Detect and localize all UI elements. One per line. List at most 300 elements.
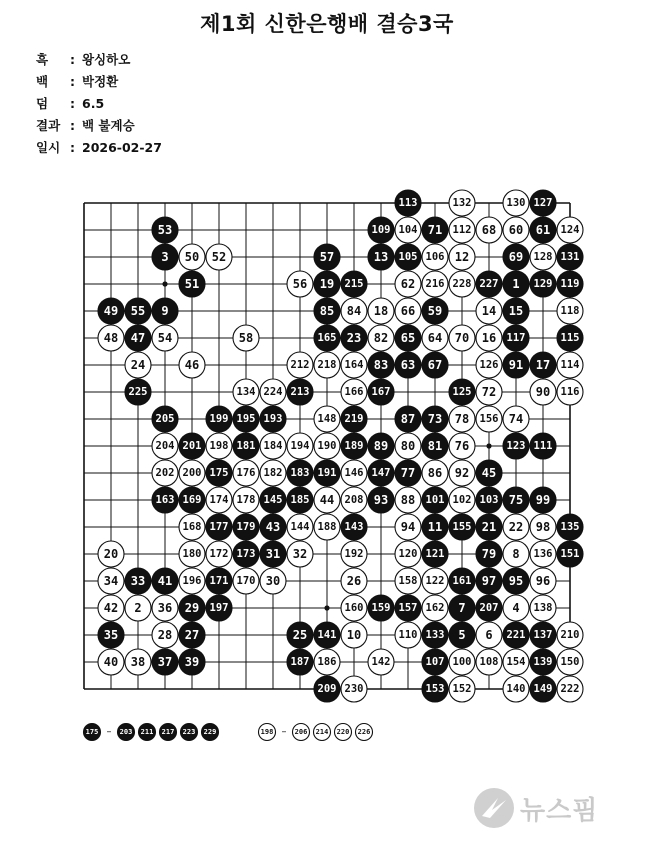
move-number: 82 <box>373 331 389 345</box>
stone-move <box>314 298 340 324</box>
stone-move <box>476 541 502 567</box>
move-number: 40 <box>103 655 119 669</box>
stone-move <box>557 379 583 405</box>
stone-move <box>395 271 421 297</box>
move-number: 156 <box>479 413 499 425</box>
move-number: 103 <box>479 494 499 506</box>
move-number: 112 <box>452 224 472 236</box>
stone-move <box>530 568 556 594</box>
stone-move <box>233 433 259 459</box>
stone-move <box>260 379 286 405</box>
stone-move <box>503 352 529 378</box>
stone-move <box>530 514 556 540</box>
move-number: 61 <box>535 223 551 237</box>
move-number: 81 <box>427 439 443 453</box>
stone-move <box>314 487 340 513</box>
move-number: 20 <box>103 547 119 561</box>
legend-dash: – <box>106 726 112 738</box>
move-number: 50 <box>184 250 200 264</box>
stone-move <box>557 514 583 540</box>
move-number: 73 <box>427 412 443 426</box>
stone-move <box>476 568 502 594</box>
stone-move <box>395 325 421 351</box>
stone-move <box>98 568 124 594</box>
move-number: 125 <box>452 386 472 398</box>
move-number: 185 <box>290 494 310 506</box>
stone-move <box>395 514 421 540</box>
stone-move <box>476 595 502 621</box>
stone-move <box>395 568 421 594</box>
move-number: 54 <box>157 331 173 345</box>
move-number: 222 <box>560 683 580 695</box>
stone-move <box>152 487 178 513</box>
stone-move <box>206 541 232 567</box>
move-number: 93 <box>373 493 389 507</box>
move-number: 182 <box>263 467 283 479</box>
move-number: 226 <box>357 728 371 736</box>
page-title: 제1회 신한은행배 결승3국 <box>200 12 454 36</box>
stone-move <box>314 622 340 648</box>
move-number: 175 <box>209 467 229 479</box>
move-number: 197 <box>209 602 229 614</box>
stone-move <box>98 622 124 648</box>
stone-move <box>287 487 313 513</box>
stone-move <box>125 352 151 378</box>
stone-move <box>503 406 529 432</box>
stone-move <box>233 379 259 405</box>
move-number: 214 <box>315 728 329 736</box>
stone-move <box>449 190 475 216</box>
stone-move <box>395 433 421 459</box>
move-number: 223 <box>182 728 196 736</box>
stone-move <box>449 433 475 459</box>
stone-move <box>395 595 421 621</box>
move-number: 16 <box>481 331 497 345</box>
move-number: 183 <box>290 467 310 479</box>
stone-move <box>152 406 178 432</box>
move-number: 43 <box>265 520 281 534</box>
stone-move <box>395 298 421 324</box>
stone-move <box>503 595 529 621</box>
stone-move <box>314 244 340 270</box>
move-number: 111 <box>533 440 553 452</box>
move-number: 119 <box>560 278 580 290</box>
move-number: 42 <box>103 601 119 615</box>
move-number: 124 <box>560 224 580 236</box>
stone-move <box>314 325 340 351</box>
stone-move <box>287 433 313 459</box>
newspim-logo-icon <box>472 786 516 830</box>
stone-move <box>557 352 583 378</box>
move-number: 114 <box>560 359 580 371</box>
stone-move <box>152 460 178 486</box>
move-number: 66 <box>400 304 416 318</box>
stone-move <box>125 568 151 594</box>
stone-move <box>503 217 529 243</box>
move-number: 90 <box>535 385 551 399</box>
move-number: 206 <box>294 728 308 736</box>
stone-move <box>395 190 421 216</box>
stone-move <box>395 541 421 567</box>
move-number: 115 <box>560 332 580 344</box>
move-number: 34 <box>103 574 119 588</box>
move-number: 169 <box>182 494 202 506</box>
stone-move <box>206 487 232 513</box>
stone-move <box>179 433 205 459</box>
move-number: 172 <box>209 548 229 560</box>
move-number: 127 <box>533 197 553 209</box>
legend-stone <box>181 724 198 741</box>
stone-move <box>422 568 448 594</box>
stone-move <box>152 244 178 270</box>
stone-move <box>530 595 556 621</box>
move-number: 92 <box>454 466 470 480</box>
move-number: 31 <box>265 547 281 561</box>
stone-move <box>260 433 286 459</box>
move-number: 2 <box>134 601 142 615</box>
move-number: 23 <box>346 331 362 345</box>
stone-move <box>260 460 286 486</box>
stone-move <box>341 676 367 702</box>
stone-move <box>152 595 178 621</box>
move-number: 227 <box>479 278 499 290</box>
stone-move <box>287 514 313 540</box>
stone-move <box>287 352 313 378</box>
stone-move <box>530 649 556 675</box>
stone-move <box>287 649 313 675</box>
move-number: 176 <box>236 467 256 479</box>
move-number: 98 <box>535 520 551 534</box>
move-number: 24 <box>130 358 146 372</box>
move-number: 149 <box>533 683 553 695</box>
stone-move <box>476 514 502 540</box>
stone-move <box>179 514 205 540</box>
legend-stone <box>356 724 373 741</box>
stone-move <box>422 460 448 486</box>
stone-move <box>368 325 394 351</box>
stone-move <box>503 271 529 297</box>
stone-move <box>179 487 205 513</box>
move-number: 131 <box>560 251 580 263</box>
stone-move <box>395 460 421 486</box>
legend-stone <box>160 724 177 741</box>
move-number: 188 <box>317 521 337 533</box>
stone-move <box>422 595 448 621</box>
move-number: 123 <box>506 440 526 452</box>
move-number: 153 <box>425 683 445 695</box>
stone-move <box>260 487 286 513</box>
star-point <box>324 605 329 610</box>
move-number: 101 <box>425 494 445 506</box>
stone-move <box>233 325 259 351</box>
stone-move <box>233 487 259 513</box>
stone-move <box>530 352 556 378</box>
move-number: 145 <box>263 494 283 506</box>
stone-move <box>125 325 151 351</box>
stone-move <box>503 622 529 648</box>
move-number: 51 <box>184 277 200 291</box>
legend-stone <box>118 724 135 741</box>
stone-move <box>476 298 502 324</box>
stones <box>98 190 583 702</box>
move-number: 76 <box>454 439 470 453</box>
stone-move <box>449 649 475 675</box>
stone-move <box>530 541 556 567</box>
stone-move <box>503 325 529 351</box>
stone-move <box>368 649 394 675</box>
move-number: 107 <box>425 656 445 668</box>
stone-move <box>557 271 583 297</box>
stone-move <box>530 271 556 297</box>
move-number: 117 <box>506 332 526 344</box>
stone-move <box>179 649 205 675</box>
stone-move <box>476 217 502 243</box>
move-number: 106 <box>425 251 445 263</box>
stone-move <box>530 487 556 513</box>
move-number: 207 <box>479 602 499 614</box>
stone-move <box>368 244 394 270</box>
stone-move <box>260 568 286 594</box>
legend-stone <box>293 724 310 741</box>
move-number: 85 <box>319 304 335 318</box>
stone-move <box>125 595 151 621</box>
stone-move <box>449 244 475 270</box>
stone-move <box>368 433 394 459</box>
stone-move <box>125 298 151 324</box>
move-number: 165 <box>317 332 337 344</box>
stone-move <box>152 298 178 324</box>
move-number: 228 <box>452 278 472 290</box>
move-number: 32 <box>292 547 308 561</box>
move-number: 79 <box>481 547 497 561</box>
stone-move <box>422 487 448 513</box>
stone-move <box>395 622 421 648</box>
move-number: 4 <box>512 601 520 615</box>
move-number: 67 <box>427 358 443 372</box>
move-number: 177 <box>209 521 229 533</box>
stone-move <box>260 541 286 567</box>
move-number: 225 <box>128 386 148 398</box>
stone-move <box>476 379 502 405</box>
stone-move <box>314 514 340 540</box>
move-number: 163 <box>155 494 175 506</box>
stone-move <box>503 514 529 540</box>
stone-move <box>503 298 529 324</box>
stone-move <box>233 568 259 594</box>
stone-move <box>557 622 583 648</box>
move-number: 187 <box>290 656 310 668</box>
move-number: 116 <box>560 386 580 398</box>
stone-move <box>233 406 259 432</box>
stone-move <box>449 595 475 621</box>
stone-move <box>341 514 367 540</box>
move-number: 10 <box>346 628 362 642</box>
move-number: 28 <box>157 628 173 642</box>
move-number: 221 <box>506 629 526 641</box>
move-number: 33 <box>130 574 146 588</box>
move-number: 77 <box>400 466 416 480</box>
stone-move <box>314 271 340 297</box>
move-number: 29 <box>184 601 200 615</box>
move-number: 159 <box>371 602 391 614</box>
move-number: 45 <box>481 466 497 480</box>
move-number: 30 <box>265 574 281 588</box>
stone-move <box>341 325 367 351</box>
move-number: 212 <box>290 359 310 371</box>
move-number: 69 <box>508 250 524 264</box>
move-number: 95 <box>508 574 524 588</box>
move-number: 8 <box>512 547 520 561</box>
move-number: 113 <box>398 197 418 209</box>
stone-move <box>530 217 556 243</box>
move-number: 74 <box>508 412 524 426</box>
stone-move <box>449 622 475 648</box>
move-number: 181 <box>236 440 256 452</box>
move-number: 65 <box>400 331 416 345</box>
move-number: 13 <box>373 250 389 264</box>
stone-move <box>341 595 367 621</box>
move-number: 173 <box>236 548 256 560</box>
move-number: 46 <box>184 358 200 372</box>
move-number: 22 <box>508 520 524 534</box>
move-number: 205 <box>155 413 175 425</box>
move-number: 148 <box>317 413 337 425</box>
move-number: 184 <box>263 440 283 452</box>
stone-move <box>557 244 583 270</box>
info-key: 백 <box>36 74 49 89</box>
stone-move <box>476 406 502 432</box>
stone-move <box>422 406 448 432</box>
stone-move <box>530 433 556 459</box>
move-number: 5 <box>458 628 466 642</box>
stone-move <box>503 568 529 594</box>
move-number: 48 <box>103 331 119 345</box>
move-number: 147 <box>371 467 391 479</box>
move-number: 157 <box>398 602 418 614</box>
move-number: 53 <box>157 223 173 237</box>
stone-move <box>179 244 205 270</box>
stone-move <box>233 460 259 486</box>
move-number: 137 <box>533 629 553 641</box>
move-number: 84 <box>346 304 362 318</box>
legend-stone <box>202 724 219 741</box>
move-number: 80 <box>400 439 416 453</box>
move-number: 7 <box>458 601 466 615</box>
stone-move <box>530 190 556 216</box>
info-colon: : <box>70 118 75 133</box>
move-number: 144 <box>290 521 310 533</box>
stone-move <box>530 379 556 405</box>
move-number: 12 <box>454 250 470 264</box>
stone-move <box>341 271 367 297</box>
move-number: 18 <box>373 304 389 318</box>
move-number: 196 <box>182 575 202 587</box>
stone-move <box>557 541 583 567</box>
move-number: 155 <box>452 521 472 533</box>
stone-move <box>152 433 178 459</box>
stone-move <box>206 514 232 540</box>
move-number: 39 <box>184 655 200 669</box>
stone-move <box>287 622 313 648</box>
stone-move <box>341 541 367 567</box>
info-value: 2026-02-27 <box>82 140 162 155</box>
move-number: 198 <box>209 440 229 452</box>
move-number: 110 <box>398 629 418 641</box>
move-number: 56 <box>292 277 308 291</box>
move-number: 170 <box>236 575 256 587</box>
move-number: 138 <box>533 602 553 614</box>
stone-move <box>314 460 340 486</box>
stone-move <box>152 217 178 243</box>
stone-move <box>557 676 583 702</box>
move-number: 154 <box>506 656 526 668</box>
move-number: 140 <box>506 683 526 695</box>
stone-move <box>152 568 178 594</box>
stone-move <box>179 622 205 648</box>
stone-move <box>206 433 232 459</box>
stone-move <box>179 460 205 486</box>
move-number: 194 <box>290 440 310 452</box>
info-key: 결과 <box>36 118 61 133</box>
legend-stone <box>259 724 276 741</box>
stone-move <box>476 487 502 513</box>
move-number: 102 <box>452 494 472 506</box>
move-number: 75 <box>508 493 524 507</box>
move-number: 193 <box>263 413 283 425</box>
legend-stone <box>314 724 331 741</box>
move-number: 6 <box>485 628 493 642</box>
stone-move <box>314 433 340 459</box>
stone-move <box>503 244 529 270</box>
move-number: 60 <box>508 223 524 237</box>
newspim-watermark: 뉴스핌 <box>520 796 599 826</box>
move-number: 68 <box>481 223 497 237</box>
move-number: 189 <box>344 440 364 452</box>
move-number: 88 <box>400 493 416 507</box>
stone-move <box>503 190 529 216</box>
stone-move <box>395 487 421 513</box>
move-number: 174 <box>209 494 229 506</box>
move-number: 25 <box>292 628 308 642</box>
stone-move <box>206 406 232 432</box>
move-number: 44 <box>319 493 335 507</box>
move-number: 3 <box>161 250 169 264</box>
stone-move <box>341 352 367 378</box>
stone-move <box>152 325 178 351</box>
stone-move <box>422 217 448 243</box>
stone-move <box>341 460 367 486</box>
move-number: 204 <box>155 440 175 452</box>
stone-move <box>476 271 502 297</box>
stone-move <box>314 352 340 378</box>
stone-move <box>422 271 448 297</box>
stone-move <box>314 649 340 675</box>
move-number: 91 <box>508 358 524 372</box>
legend-stone <box>335 724 352 741</box>
stone-move <box>341 622 367 648</box>
move-number: 86 <box>427 466 443 480</box>
stone-move <box>125 649 151 675</box>
stone-move <box>368 379 394 405</box>
move-number: 210 <box>560 629 580 641</box>
move-number: 21 <box>481 520 497 534</box>
stone-move <box>341 487 367 513</box>
move-number: 203 <box>119 728 133 736</box>
stone-move <box>179 568 205 594</box>
move-number: 72 <box>481 385 497 399</box>
stone-move <box>314 676 340 702</box>
info-colon: : <box>70 74 75 89</box>
